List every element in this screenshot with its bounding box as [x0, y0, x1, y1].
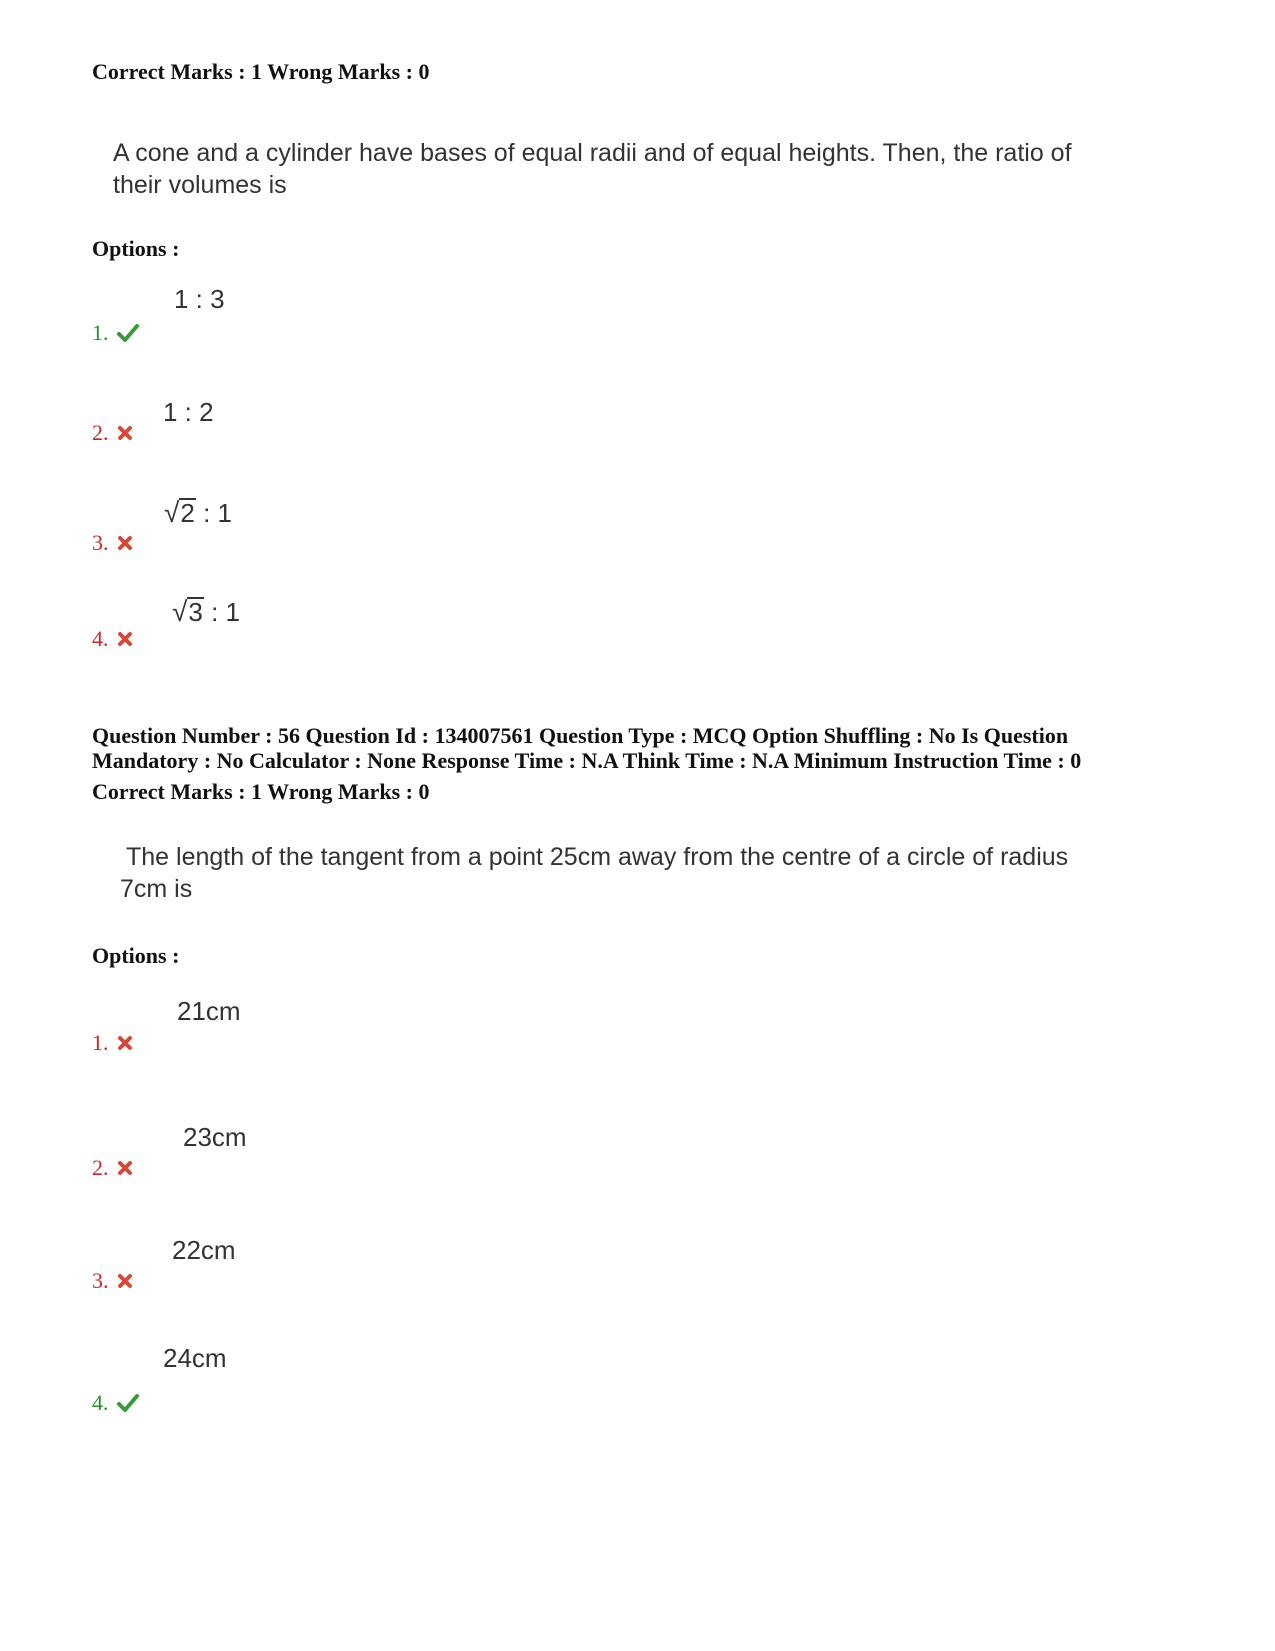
q56-option-2-value: 23cm [183, 1122, 247, 1152]
cross-icon [117, 631, 133, 647]
cross-icon [117, 535, 133, 551]
q56-option-1-number: 1. [92, 1030, 133, 1056]
q55-option-3-value: √ 2 : 1 [164, 497, 232, 528]
q56-option-1-value: 21cm [177, 996, 241, 1026]
q56-option-3-number: 3. [92, 1268, 133, 1294]
check-icon [117, 1394, 139, 1412]
q55-option-4-value: √ 3 : 1 [172, 596, 240, 627]
q55-option-4-number: 4. [92, 626, 133, 652]
q55-option-1-value: 1 : 3 [174, 284, 225, 314]
q55-option-2-value: 1 : 2 [163, 397, 214, 427]
sqrt-symbol: √ 2 [164, 497, 195, 528]
q55-option-1-number: 1. [92, 320, 139, 346]
q56-meta-line-2: Mandatory : No Calculator : None Response Time : N.A Think Time : N.A Minimum Instruction Time : 0 [92, 748, 1082, 773]
check-icon [117, 324, 139, 342]
cross-icon [117, 1160, 133, 1176]
q56-meta-line-1: Question Number : 56 Question Id : 134007561 Question Type : MCQ Option Shuffling : No Is Question [92, 723, 1069, 748]
q55-options-label: Options : [92, 236, 180, 261]
q55-question-text: A cone and a cylinder have bases of equal radii and of equal heights. Then, the ratio of their volumes is [113, 139, 1072, 199]
q56-question-text: The length of the tangent from a point 25cm away from the centre of a circle of radius 7cm is [120, 843, 1069, 903]
q55-option-3-number: 3. [92, 530, 133, 556]
q55-marks: Correct Marks : 1 Wrong Marks : 0 [92, 59, 430, 84]
q56-marks: Correct Marks : 1 Wrong Marks : 0 [92, 779, 430, 804]
cross-icon [117, 1273, 133, 1289]
q56-options-label: Options : [92, 943, 180, 968]
q56-option-4-value: 24cm [163, 1343, 227, 1373]
q55-option-2-number: 2. [92, 420, 133, 446]
q56-option-4-number: 4. [92, 1390, 139, 1416]
q56-option-2-number: 2. [92, 1155, 133, 1181]
sqrt-symbol: √ 3 [172, 596, 203, 627]
q56-option-3-value: 22cm [172, 1235, 236, 1265]
cross-icon [117, 425, 133, 441]
cross-icon [117, 1035, 133, 1051]
